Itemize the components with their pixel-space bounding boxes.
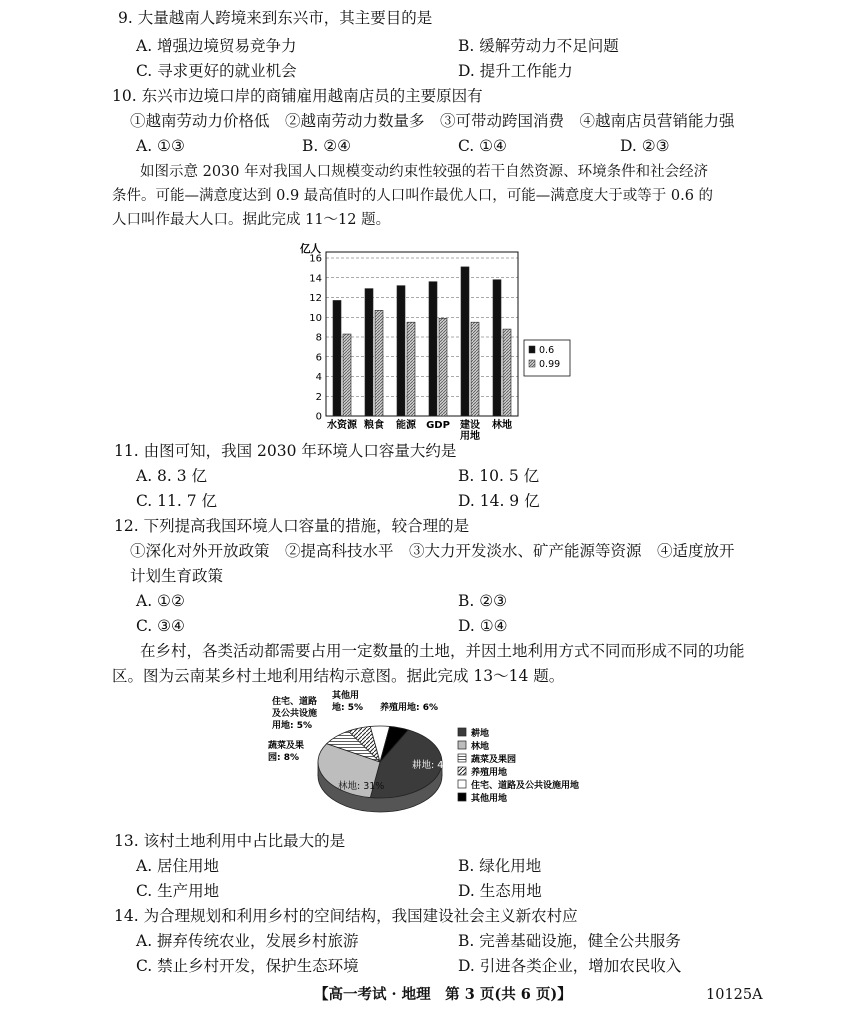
q12-option-d: D. ①④ <box>458 617 508 635</box>
pie-legend-label: 蔬菜及果园 <box>471 755 517 765</box>
pie-label-qita-line2: 地: 5% <box>332 703 364 713</box>
q10-option-c: C. ①④ <box>458 137 507 155</box>
land-use-pie-chart <box>262 692 622 832</box>
x-tick-label: 能源 <box>396 420 416 431</box>
q9-option-c: C. 寻求更好的就业机会 <box>136 62 297 80</box>
q11-option-d: D. 14. 9 亿 <box>458 492 540 510</box>
pie-legend-label: 养殖用地 <box>471 768 508 778</box>
pie-legend-swatch <box>458 780 466 788</box>
y-axis-label: 亿人 <box>300 243 321 255</box>
q12-items-line2: 计划生育政策 <box>130 567 224 585</box>
population-bar-chart <box>296 240 576 442</box>
x-tick-label: 林地 <box>492 420 512 431</box>
plot-frame <box>326 252 518 416</box>
q14-option-a: A. 摒弃传统农业，发展乡村旅游 <box>136 932 359 950</box>
intro2-line2: 区。图为云南某乡村土地利用结构示意图。据此完成 13～14 题。 <box>112 667 565 685</box>
pie-legend-label: 其他用地 <box>471 794 508 804</box>
q13-option-d: D. 生态用地 <box>458 882 542 900</box>
pie-legend-swatch <box>458 741 466 749</box>
q9-option-a: A. 增强边境贸易竞争力 <box>136 37 297 55</box>
pie-label-lindi: 林地: 31% <box>338 781 385 792</box>
q13-option-c: C. 生产用地 <box>136 882 220 900</box>
q10-option-b: B. ②④ <box>302 137 352 155</box>
bar-0.99-能源 <box>407 322 415 416</box>
pie-legend-swatch <box>458 728 466 736</box>
bar-0.6-GDP <box>429 282 437 416</box>
y-tick-label: 4 <box>315 372 322 383</box>
q11-option-a: A. 8. 3 亿 <box>136 467 208 485</box>
x-tick-label: GDP <box>426 420 450 431</box>
q10-option-d: D. ②③ <box>620 137 670 155</box>
q13-option-a: A. 居住用地 <box>136 857 220 875</box>
y-tick-label: 14 <box>309 273 322 285</box>
bar-0.99-建设用地 <box>471 322 479 416</box>
pie-label-gengdi: 耕地: 45% <box>412 760 459 771</box>
y-tick-label: 12 <box>309 293 322 304</box>
bar-0.6-能源 <box>397 286 405 416</box>
q12-option-b: B. ②③ <box>458 592 508 610</box>
pie-label-shucai-line1: 蔬菜及果 <box>268 741 305 751</box>
pie-label-zhuzhai-line3: 用地: 5% <box>272 721 313 731</box>
y-tick-label: 0 <box>315 411 322 423</box>
q14-option-d: D. 引进各类企业，增加农民收入 <box>458 957 682 975</box>
q11-option-b: B. 10. 5 亿 <box>458 467 540 485</box>
legend-swatch <box>529 360 535 367</box>
pie-legend-label: 林地 <box>471 742 490 752</box>
y-tick-label: 16 <box>309 253 322 265</box>
q14-stem: 14. 为合理规划和利用乡村的空间结构，我国建设社会主义新农村应 <box>114 907 578 925</box>
bar-0.6-粮食 <box>365 289 373 416</box>
q12-option-c: C. ③④ <box>136 617 185 635</box>
q12-items-line1: ①深化对外开放政策 ②提高科技水平 ③大力开发淡水、矿产能源等资源 ④适度放开 <box>130 542 735 560</box>
pie-legend-swatch <box>458 767 466 775</box>
bar-0.99-林地 <box>503 329 511 416</box>
intro1-line1: 如图示意 2030 年对我国人口规模变动约束性较强的若干自然资源、环境条件和社会经济 <box>140 164 709 180</box>
q9-option-d: D. 提升工作能力 <box>458 62 573 80</box>
q12-option-a: A. ①② <box>136 592 185 610</box>
pie-legend-swatch <box>458 754 466 762</box>
y-tick-label: 8 <box>315 332 322 344</box>
pie-label-shucai-line2: 园: 8% <box>268 753 300 763</box>
pie-label-zhuzhai-line1: 住宅、道路 <box>272 697 318 707</box>
pie-legend-swatch <box>458 793 466 801</box>
q12-stem: 12. 下列提高我国环境人口容量的措施，较合理的是 <box>114 517 470 535</box>
legend-swatch <box>529 346 535 353</box>
x-tick-label: 用地 <box>460 431 480 442</box>
x-tick-label: 建设 <box>460 420 480 431</box>
y-tick-label: 2 <box>315 391 322 403</box>
intro2-line1: 在乡村，各类活动都需要占用一定数量的土地，并因土地利用方式不同而形成不同的功能 <box>140 642 745 660</box>
bar-0.6-林地 <box>493 280 501 416</box>
q13-option-b: B. 绿化用地 <box>458 857 542 875</box>
exam-code: 10125A <box>706 987 763 1003</box>
q11-stem: 11. 由图可知，我国 2030 年环境人口容量大约是 <box>114 442 457 460</box>
pie-legend-label: 耕地 <box>471 729 490 739</box>
x-tick-label: 水资源 <box>327 420 357 431</box>
intro1-line3: 人口叫作最大人口。据此完成 11～12 题。 <box>112 212 391 228</box>
bar-0.99-粮食 <box>375 310 383 416</box>
bar-legend <box>524 340 570 376</box>
pie-legend <box>458 727 579 804</box>
q9-stem: 9. 大量越南人跨境来到东兴市，其主要目的是 <box>118 9 433 27</box>
q10-items: ①越南劳动力价格低 ②越南劳动力数量多 ③可带动跨国消费 ④越南店员营销能力强 <box>130 112 735 130</box>
bar-0.6-水资源 <box>333 300 341 416</box>
bar-0.6-建设用地 <box>461 267 469 416</box>
y-tick-label: 6 <box>315 352 322 364</box>
pie-label-zhuzhai-line2: 及公共设施 <box>272 709 318 719</box>
q9-option-b: B. 缓解劳动力不足问题 <box>458 37 619 55</box>
q11-option-c: C. 11. 7 亿 <box>136 492 218 510</box>
q10-option-a: A. ①③ <box>136 137 185 155</box>
page-footer: 【高一考试 · 地理 第 3 页(共 6 页)】 <box>314 986 572 1003</box>
legend-label: 0.6 <box>539 345 555 356</box>
pie-label-qita-line1: 其他用 <box>332 691 360 701</box>
pie-label-yangzhi: 养殖用地: 6% <box>380 703 439 713</box>
bar-0.99-水资源 <box>343 334 351 416</box>
q13-stem: 13. 该村土地利用中占比最大的是 <box>114 832 346 850</box>
x-tick-label: 粮食 <box>364 420 384 431</box>
bar-0.99-GDP <box>439 318 447 416</box>
q14-option-c: C. 禁止乡村开发，保护生态环境 <box>136 957 359 975</box>
y-tick-label: 10 <box>309 312 322 324</box>
intro1-line2: 条件。可能—满意度达到 0.9 最高值时的人口叫作最优人口，可能—满意度大于或等于 0.6 的 <box>112 188 714 204</box>
q14-option-b: B. 完善基础设施，健全公共服务 <box>458 932 681 950</box>
pie-legend-label: 住宅、道路及公共设施用地 <box>471 781 580 791</box>
q10-stem: 10. 东兴市边境口岸的商铺雇用越南店员的主要原因有 <box>112 87 483 105</box>
legend-label: 0.99 <box>539 359 561 370</box>
